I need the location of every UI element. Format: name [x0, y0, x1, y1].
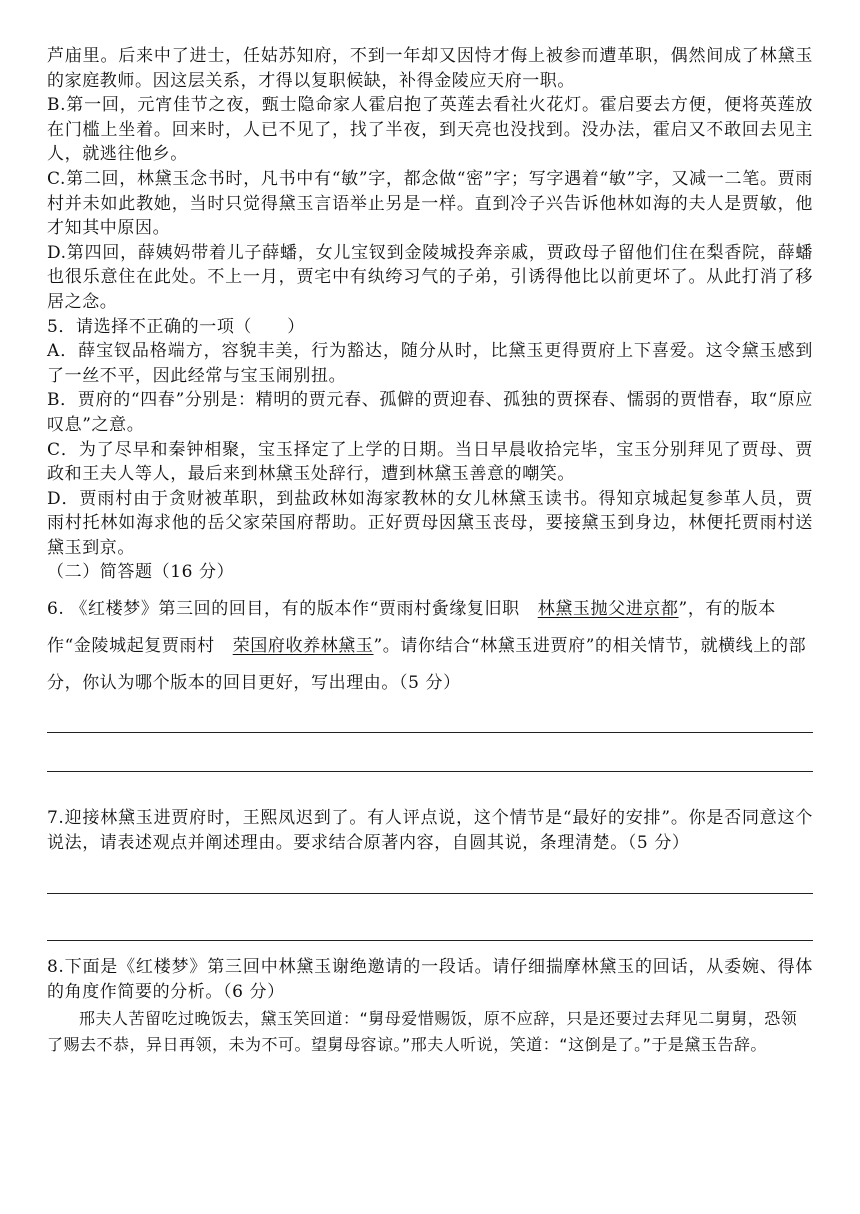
q5-option-a: A．薛宝钗品格端方，容貌丰美，行为豁达，随分从时，比黛玉更得贾府上下喜爱。这令黛玉感到了一丝不平，因此经常与宝玉闹别扭。 — [47, 341, 813, 386]
q6-underlined-title-1: 林黛玉抛父进京都 — [537, 599, 679, 620]
q5-stem: 5．请选择不正确的一项（ ） — [47, 316, 305, 337]
q6-text-3: ”。请你结合“林黛玉进贾府”的相关情节，就横线上的部分，你认为哪个版本的回目更好，写出理由。（5 分） — [47, 636, 807, 694]
q5-option-c: C．为了尽早和秦钟相聚，宝玉择定了上学的日期。当日早晨收拾完毕，宝玉分别拜见了贾母、贾政和王夫人等人，最后来到林黛玉处辞行，遭到林黛玉善意的嘲笑。 — [47, 439, 813, 485]
document-page — [47, 44, 813, 1058]
q4-option-b: B.第一回，元宵佳节之夜，甄士隐命家人霍启抱了英莲去看社火花灯。霍启要去方便，便将英莲放在门槛上坐着。回来时，人已不见了，找了半夜，到天亮也没找到。没办法，霍启又不敢回去见主人，就逃往他乡。 — [47, 95, 813, 165]
section-heading-short-answer: （二）简答题（16 分） — [47, 562, 235, 583]
q6-underlined-title-2: 荣国府收养林黛玉 — [232, 636, 374, 657]
q6-question — [47, 591, 813, 702]
q8-question: 8.下面是《红楼梦》第三回中林黛玉谢绝邀请的一段话。请仔细揣摩林黛玉的回话，从委婉、得体的角度作简要的分析。（6 分） — [47, 957, 813, 1002]
q4-option-d: D.第四回，薛姨妈带着儿子薛蟠，女儿宝钗到金陵城投奔亲戚，贾政母子留他们住在梨香院，薛蟠也很乐意住在此处。不上一月，贾宅中有纨绔习气的子弟，引诱得他比以前更坏了。从此打消了移居之念。 — [47, 242, 813, 312]
q5-option-d: D．贾雨村由于贪财被革职，到盐政林如海家教林的女儿林黛玉读书。得知京城起复参革人员，贾雨村托林如海求他的岳父家荣国府帮助。正好贾母因黛玉丧母，要接黛玉到身边，林便托贾雨村送黛玉到京。 — [47, 488, 813, 558]
q8-quote-passage: 邢夫人苦留吃过晚饭去，黛玉笑回道：“舅母爱惜赐饭，原不应辞，只是还要过去拜见二舅舅，恐领了赐去不恭，异日再领，未为不可。望舅母容谅。”邢夫人听说，笑道：“这倒是了。”于是黛玉告辞。 — [47, 1009, 798, 1055]
q5-option-b: B．贾府的“四春”分别是：精明的贾元春、孤僻的贾迎春、孤独的贾探春、懦弱的贾惜春，取“原应叹息”之意。 — [47, 390, 813, 435]
q7-question: 7.迎接林黛玉进贾府时，王熙凤迟到了。有人评点说，这个情节是“最好的安排”。你是否同意这个说法，请表述观点并阐述理由。要求结合原著内容，自圆其说，条理清楚。（5 分） — [47, 808, 813, 853]
q6-text-2: ”，有的版本作“金陵城起复贾雨村 — [47, 599, 776, 657]
q4-option-c: C.第二回，林黛玉念书时，凡书中有“敏”字，都念做“密”字；写字遇着“敏”字，又减一二笔。贾雨村并未如此教她，当时只觉得黛玉言语举止另是一样。直到冷子兴告诉他林如海的夫人是贾敏，他才知其中原因。 — [47, 168, 813, 239]
passage-intro: 芦庙里。后来中了进士，任姑苏知府，不到一年却又因恃才侮上被参而遭革职，偶然间成了林黛玉的家庭教师。因这层关系，才得以复职候缺，补得金陵应天府一职。 — [47, 46, 813, 91]
q6-text-1: 6. 《红楼梦》第三回的回目，有的版本作“贾雨村夤缘复旧职 — [47, 599, 520, 620]
